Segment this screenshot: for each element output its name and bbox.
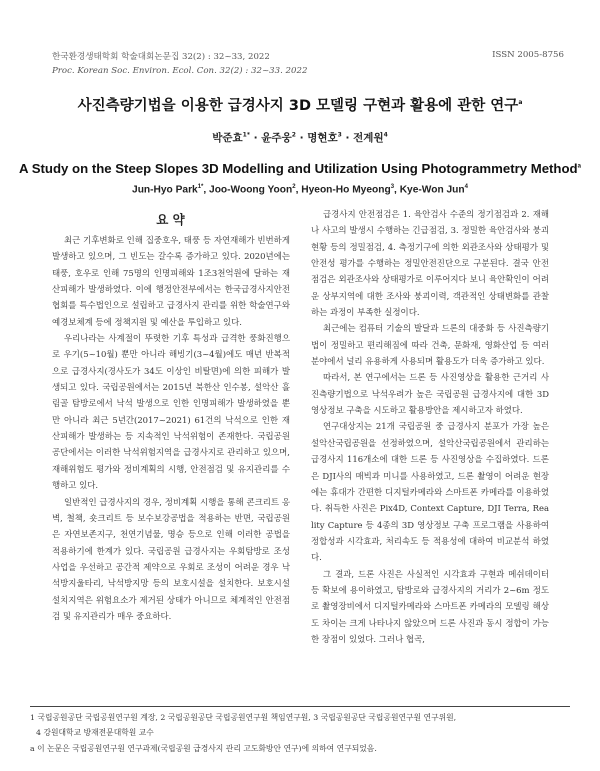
title-ko-mark: a bbox=[518, 99, 523, 107]
author-separator: , bbox=[394, 184, 400, 196]
author-ko-affil: 2 bbox=[291, 131, 296, 139]
author-en: Kye-Won Jun bbox=[399, 184, 465, 196]
body-paragraph: 일반적인 급경사지의 경우, 정비계획 시행을 통해 콘크리트 옹벽, 철책, 숏크리트 등 보수보강공법을 적용하는 반면, 국립공원은 자연보존지구, 천연기념물, 명승 등으로 인해 이러한 공법을 적용하기에 한계가 있다. 국립공원 급경사지는 우회탐방로 조성사업을 우선하고 공간적 제약으로 우회로 조성이 어려운 경우 낙석방지울타리, 낙석방지망 등의 보호시설을 설치한다. 보호시설 설치지역은 위험요소가 제거된 상태가 아니므로 체계적인 안전점검 및 유지관리가 매우 중요하다. bbox=[52, 496, 290, 621]
author-separator: , bbox=[203, 184, 210, 196]
body-paragraph: 급경사지 안전점검은 1. 육안검사 수준의 정기점검과 2. 재해나 사고의 발생시 수행하는 긴급점검, 3. 정밀한 육안검사와 붕괴현황 등의 정밀점검, 4. 측정기구에 의한 외관조사와 상태평가 및 안전성 평가를 수행하는 정밀안전진단으로 구분된다. 결국 안전점검은 외관조사와 상태평가로 이루어지다 보니 육안확인이 어려운 상부지역에 대한 조사와 붕괴이력, 객관적인 상태변화를 관찰하는 과정이 부족한 실정이다. bbox=[311, 209, 549, 318]
title-en-mark: a bbox=[577, 163, 581, 170]
body-column-left bbox=[52, 232, 290, 624]
footnote-divider bbox=[30, 706, 570, 707]
body-paragraph: 따라서, 본 연구에서는 드론 등 사진영상을 활용한 근거리 사진측량기법으로 낙석우려가 높은 국립공원 급경사지에 대한 3D 영상정보 구축을 시도하고 활용방안을 제시하고자 하였다. bbox=[311, 372, 549, 416]
author-ko-affil: 1* bbox=[242, 131, 250, 139]
author-en: Hyeon-Ho Myeong bbox=[301, 184, 391, 196]
body-paragraph: 최근 기후변화로 인해 집중호우, 태풍 등 자연재해가 빈번하게 발생하고 있으며, 그 빈도는 갈수록 증가하고 있다. 2020년에는 태풍, 호우로 인해 75명의 인명피해와 1조3천억원에 달하는 재산피해가 발생하였다. 이에 행정안전부에서는 한국급경사지안전협회를 특수법인으로 설립하고 급경사지 관리를 위한 학술연구와 예경보체계 등에 정책지원 및 예산을 투입하고 있다. bbox=[52, 235, 290, 327]
author-separator: · bbox=[253, 132, 262, 144]
author-en: Joo-Woong Yoon bbox=[209, 184, 293, 196]
journal-header-english: Proc. Korean Soc. Environ. Ecol. Con. 32(2) : 32~33. 2022 bbox=[52, 66, 308, 76]
footnote-affiliations-cont: 4 강원대학교 방재전문대학원 교수 bbox=[36, 728, 154, 737]
title-en-text: A Study on the Steep Slopes 3D Modelling and Utilization Using Photogrammetry Method bbox=[19, 161, 578, 176]
author-ko: 박준효 bbox=[212, 132, 243, 144]
author-ko-affil: 4 bbox=[383, 131, 388, 139]
author-list-english bbox=[0, 184, 600, 195]
author-list-korean bbox=[0, 130, 600, 145]
body-paragraph: 그 결과, 드론 사진은 사실적인 시각효과 구현과 메쉬데이터 등 확보에 용이하였고, 탐방로와 급경사지의 거리가 2~6m 정도로 촬영장비에서 디지털카메라와 스마트폰 카메라의 모델링 해상도 차이는 크게 나타나지 않았으며 드론 사진과 동시 정합이 가능한 장점이 있었다. 그러나 협곡, bbox=[311, 568, 549, 644]
abstract-heading: 요 약 bbox=[156, 212, 185, 227]
author-en-affil: 4 bbox=[464, 184, 468, 190]
author-separator: , bbox=[295, 184, 302, 196]
author-separator: · bbox=[299, 132, 308, 144]
footnote-funding: a 이 논문은 국립공원연구원 연구과제(국립공원 급경사지 관리 고도화방안 연구)에 의하여 연구되었음. bbox=[30, 744, 377, 753]
paper-title-korean bbox=[0, 94, 600, 115]
author-en-affil: 2 bbox=[292, 184, 296, 190]
author-ko-affil: 3 bbox=[337, 131, 342, 139]
author-ko: 윤주웅 bbox=[261, 132, 292, 144]
journal-header-korean: 한국환경생태학회 학술대회논문집 32(2) : 32~33, 2022 bbox=[52, 52, 270, 62]
author-en: Jun-Hyo Park bbox=[132, 184, 198, 196]
author-separator: · bbox=[345, 132, 354, 144]
paper-title-english bbox=[0, 161, 600, 176]
title-ko-text: 사진측량기법을 이용한 급경사지 3D 모델링 구현과 활용에 관한 연구 bbox=[77, 98, 519, 114]
author-en-affil: 1* bbox=[197, 184, 204, 190]
body-paragraph: 연구대상지는 21개 국립공원 중 급경사지 분포가 가장 높은 설악산국립공원을 선정하였으며, 설악산국립공원에서 관리하는 급경사지 116개소에 대한 드론 등 사진영상을 수집하였다. 드론은 DJI사의 매빅과 미니를 사용하였고, 드론 촬영이 어려운 현장에는 휴대가 간편한 디지털카메라와 스마트폰 카메라를 이용하였다. 취득한 사진은 Pix4D, Context Capture, DJI Terra, Reality Capture 등 4종의 3D 영상정보 구축 프로그램을 사용하여 정합성과 시각효과, 처리속도 등 적용성에 대하여 비교분석 하였다. bbox=[311, 421, 549, 563]
body-paragraph: 우리나라는 사계절이 뚜렷한 기후 특성과 급격한 풍화진행으로 우기(5~10월) 뿐만 아니라 해빙기(3~4월)에도 매년 반복적으로 급경사지(경사도가 34도 이상인 비탈면)에 의한 피해가 발생되고 있다. 국립공원에서는 2015년 북한산 인수봉, 설악산 흘림골 탐방로에서 낙석 발생으로 인한 인명피해가 발생하였을 뿐만 아니라 최근 5년간(2017~2021) 61건의 낙석으로 인한 재산피해가 발생하는 등 지속적인 낙석위험이 존재한다. 국립공원공단에서는 이러한 낙석위험지역을 급경사지로 관리하고 있으며, 재해위험도 평가와 정비계획의 시행, 안전점검 및 유지관리를 수행하고 있다. bbox=[52, 333, 290, 491]
footnote-affiliations: 1 국립공원공단 국립공원연구원 계장, 2 국립공원공단 국립공원연구원 책임연구원, 3 국립공원공단 국립공원연구원 연구위원, bbox=[30, 713, 457, 722]
author-en-affil: 3 bbox=[390, 184, 395, 190]
body-column-right bbox=[311, 206, 549, 647]
author-ko: 전계원 bbox=[353, 132, 384, 144]
author-ko: 명현호 bbox=[307, 132, 338, 144]
issn-label: ISSN 2005-8756 bbox=[492, 50, 564, 60]
body-paragraph: 최근에는 컴퓨터 기술의 발달과 드론의 대중화 등 사진측량기법이 정밀하고 편리해짐에 따라 건축, 문화재, 영화산업 등 여러 분야에서 널리 유용하게 사용되며 활용도가 더욱 증가하고 있다. bbox=[311, 323, 549, 367]
